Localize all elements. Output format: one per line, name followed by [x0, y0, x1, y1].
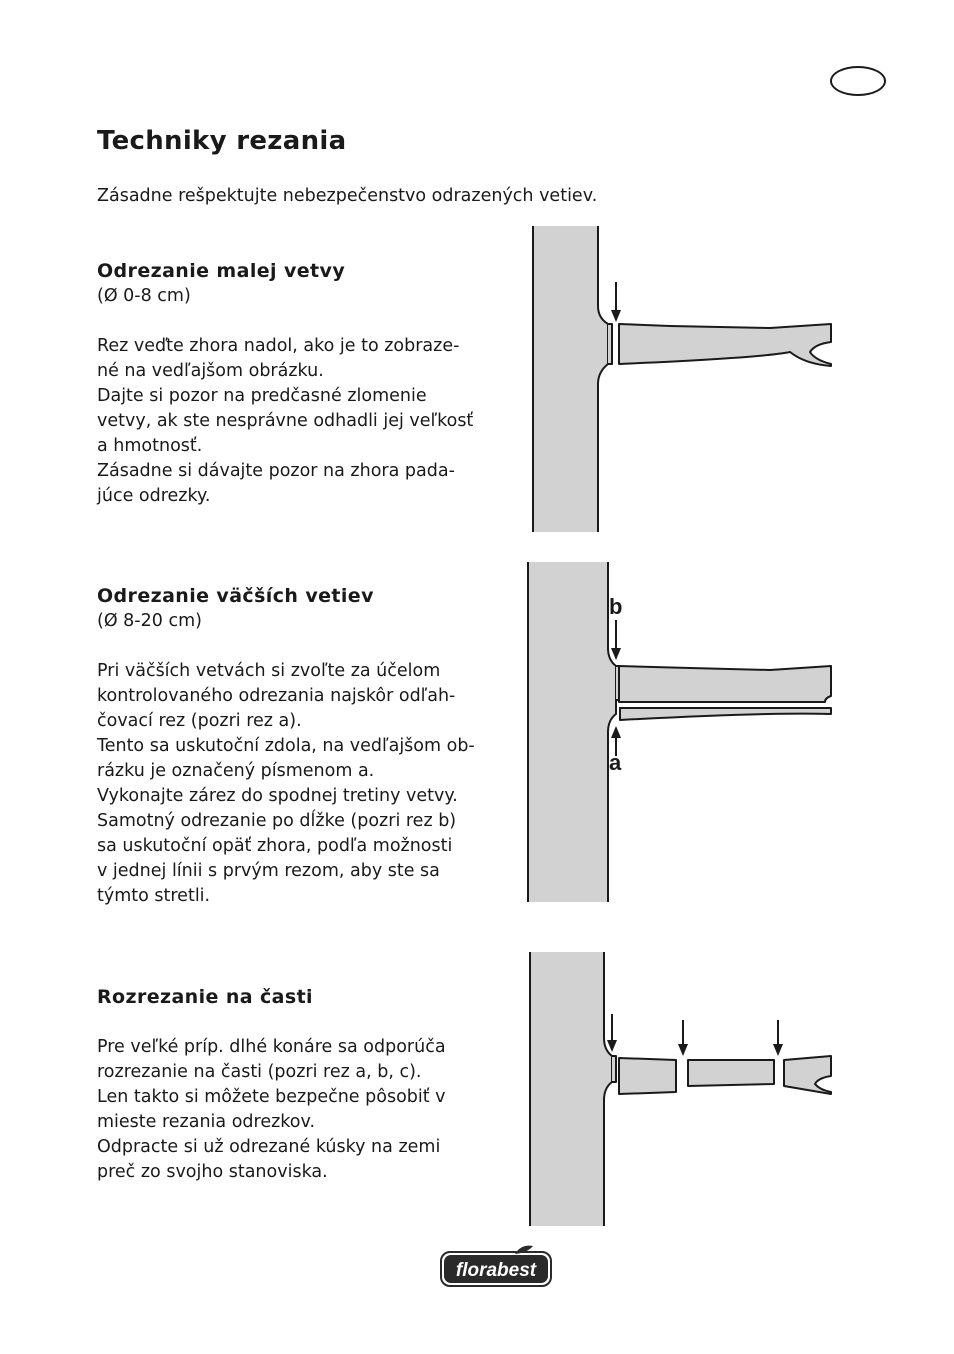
section-cut-into-parts [97, 984, 492, 1185]
section-heading: Rozrezanie na časti [97, 986, 313, 1008]
section-heading: Odrezanie väčších vetiev [97, 585, 374, 607]
section-subheading: (Ø 0-8 cm) [97, 286, 191, 306]
section-larger-branches [97, 583, 492, 909]
cut-label-b: b [609, 594, 623, 619]
illustration-segmented-cuts [520, 952, 835, 1226]
illustration-larger-branch-cuts [520, 562, 835, 902]
section-body: Pre veľké príp. dlhé konáre sa odporúča rozrezanie na časti (pozri rez a, b, c). Len takto si môžete bezpečne pôsobiť v mieste rezania odrezkov. Odpracte si už odrezané kúsky na zemi preč zo svojho stanoviska. [97, 1037, 446, 1182]
intro-text: Zásadne rešpektujte nebezpečenstvo odrazených vetiev. [97, 186, 598, 206]
page-title: Techniky rezania [97, 126, 347, 156]
section-heading: Odrezanie malej vetvy [97, 260, 346, 282]
cut-label-a: a [609, 750, 622, 775]
florabest-logo [439, 1244, 553, 1290]
language-badge [830, 66, 886, 96]
section-subheading: (Ø 8-20 cm) [97, 611, 202, 631]
section-body: Rez veďte zhora nadol, ako je to zobraze- né na vedľajšom obrázku. Dajte si pozor na predčasné zlomenie vetvy, ak ste nesprávne odhadli jej veľkosť a hmotnosť. Zásadne si dávajte pozor na zhora pada- júce odrezky. [97, 336, 474, 506]
section-small-branch [97, 258, 492, 509]
section-body: Pri väčších vetvách si zvoľte za účelom kontrolovaného odrezania najskôr odľah- čovací rez (pozri rez a). Tento sa uskutoční zdola, na vedľajšom ob- rázku je označený písmenom a. Vykonajte zárez do spodnej tretiny vetvy. Samotný odrezanie po dĺžke (pozri rez b) sa uskutoční opäť zhora, podľa možnosti v jednej línii s prvým rezom, aby ste sa týmto stretli. [97, 661, 475, 906]
logo-text: florabest [455, 1260, 537, 1281]
illustration-small-branch-cut [520, 226, 835, 532]
